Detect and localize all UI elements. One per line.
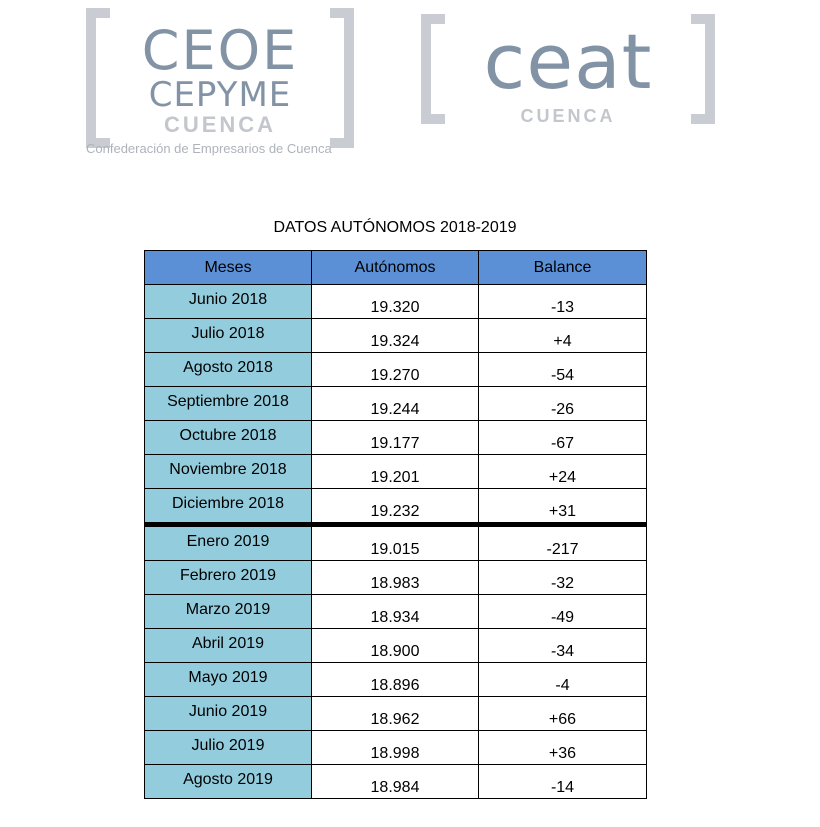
autonomos-table bbox=[144, 250, 647, 799]
cell-mes: Agosto 2019 bbox=[145, 765, 312, 799]
table-row bbox=[145, 421, 647, 455]
cell-mes: Mayo 2019 bbox=[145, 663, 312, 697]
cell-mes: Junio 2018 bbox=[145, 285, 312, 319]
cell-mes: Octubre 2018 bbox=[145, 421, 312, 455]
cell-autonomos: 19.015 bbox=[312, 525, 479, 561]
cell-autonomos: 18.998 bbox=[312, 731, 479, 765]
logo-tagline: Confederación de Empresarios de Cuenca bbox=[86, 141, 332, 156]
logo-cepyme-text: CEPYME bbox=[148, 75, 292, 115]
cell-mes: Enero 2019 bbox=[145, 525, 312, 561]
table-row bbox=[145, 525, 647, 561]
page-title: DATOS AUTÓNOMOS 2018-2019 bbox=[273, 219, 517, 236]
header-balance: Balance bbox=[479, 251, 647, 285]
cell-mes: Junio 2019 bbox=[145, 697, 312, 731]
cell-autonomos: 19.324 bbox=[312, 319, 479, 353]
table-header-row bbox=[145, 251, 647, 285]
cell-balance: +66 bbox=[479, 697, 647, 731]
cell-autonomos: 19.270 bbox=[312, 353, 479, 387]
table-row bbox=[145, 489, 647, 525]
cell-autonomos: 19.244 bbox=[312, 387, 479, 421]
cell-balance: -26 bbox=[479, 387, 647, 421]
cell-autonomos: 19.320 bbox=[312, 285, 479, 319]
cell-balance: -67 bbox=[479, 421, 647, 455]
cell-balance: -217 bbox=[479, 525, 647, 561]
header-autonomos: Autónomos bbox=[312, 251, 479, 285]
table-row bbox=[145, 629, 647, 663]
logo-ceat-text: ceat bbox=[483, 17, 653, 106]
cell-balance: -34 bbox=[479, 629, 647, 663]
table-row bbox=[145, 595, 647, 629]
cell-autonomos: 19.232 bbox=[312, 489, 479, 525]
cell-balance: -49 bbox=[479, 595, 647, 629]
logo-cuenca-text: CUENCA bbox=[520, 106, 616, 126]
table-row bbox=[145, 455, 647, 489]
cell-balance: -4 bbox=[479, 663, 647, 697]
ceoe-cepyme-logo bbox=[86, 8, 354, 158]
cell-balance: -14 bbox=[479, 765, 647, 799]
cell-mes: Julio 2019 bbox=[145, 731, 312, 765]
cell-balance: +4 bbox=[479, 319, 647, 353]
table-row bbox=[145, 697, 647, 731]
cell-mes: Febrero 2019 bbox=[145, 561, 312, 595]
cell-balance: -54 bbox=[479, 353, 647, 387]
table-row bbox=[145, 663, 647, 697]
ceat-logo bbox=[421, 14, 715, 124]
cell-mes: Septiembre 2018 bbox=[145, 387, 312, 421]
cell-mes: Diciembre 2018 bbox=[145, 489, 312, 525]
cell-autonomos: 19.201 bbox=[312, 455, 479, 489]
cell-balance: -13 bbox=[479, 285, 647, 319]
cell-mes: Marzo 2019 bbox=[145, 595, 312, 629]
logo-ceoe-text: CEOE bbox=[141, 19, 299, 82]
table-row bbox=[145, 285, 647, 319]
cell-mes: Noviembre 2018 bbox=[145, 455, 312, 489]
table-row bbox=[145, 561, 647, 595]
cell-autonomos: 18.896 bbox=[312, 663, 479, 697]
table-row bbox=[145, 319, 647, 353]
table-row bbox=[145, 731, 647, 765]
table-row bbox=[145, 353, 647, 387]
cell-mes: Julio 2018 bbox=[145, 319, 312, 353]
table-row bbox=[145, 387, 647, 421]
logo-cuenca-text: CUENCA bbox=[163, 112, 277, 137]
cell-autonomos: 18.962 bbox=[312, 697, 479, 731]
cell-autonomos: 18.983 bbox=[312, 561, 479, 595]
cell-mes: Abril 2019 bbox=[145, 629, 312, 663]
cell-autonomos: 19.177 bbox=[312, 421, 479, 455]
cell-mes: Agosto 2018 bbox=[145, 353, 312, 387]
header-meses: Meses bbox=[145, 251, 312, 285]
cell-autonomos: 18.900 bbox=[312, 629, 479, 663]
cell-balance: +31 bbox=[479, 489, 647, 525]
table-row bbox=[145, 765, 647, 799]
cell-balance: +36 bbox=[479, 731, 647, 765]
cell-balance: -32 bbox=[479, 561, 647, 595]
cell-balance: +24 bbox=[479, 455, 647, 489]
cell-autonomos: 18.934 bbox=[312, 595, 479, 629]
cell-autonomos: 18.984 bbox=[312, 765, 479, 799]
